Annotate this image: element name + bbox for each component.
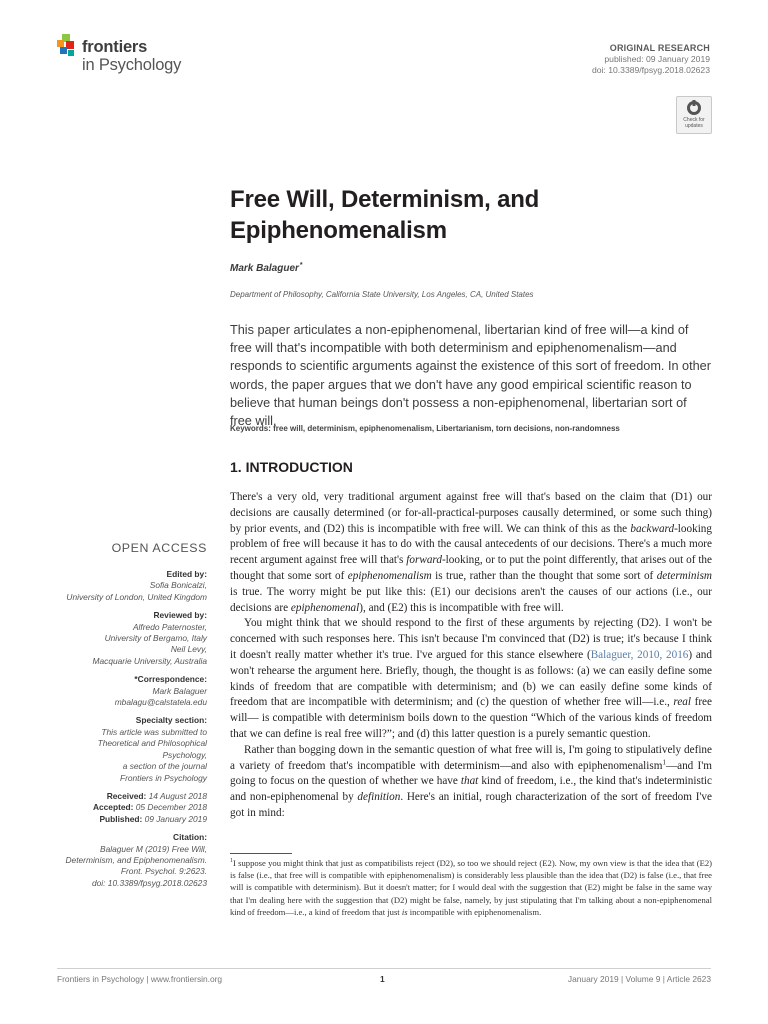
doi-link[interactable]: doi: 10.3389/fpsyg.2018.02623 xyxy=(591,65,710,75)
correspondence-email[interactable]: mbalagu@calstatela.edu xyxy=(114,697,207,708)
paragraph-1: There's a very old, very traditional argument against free will that's based on the claim that (D1) our decisions are causally determined (or for-all-practical-purposes causally determined, or some such thing) by prior events, and (D2) this is incompatible with free will. We can think of this as the backward-looking problem of free will because it has to do with the causal antecedents of our decisions. There's a much more recent argument against free will that's forward-looking, or to put the point differently, that arises out of the thought that some sort of epiphenomenalism is true, rather than the thought that some sort of determinism is true. The worry might be put like this: (E1) our decisions aren't the causes of our actions (i.e., our decisions are epiphenomenal), and (E2) this is incompatible with free will. xyxy=(230,491,712,614)
badge-label: Check for updates xyxy=(683,117,705,129)
article-dates: Received: 14 August 2018 Accepted: 05 December 2018 Published: 09 January 2019 xyxy=(92,790,207,824)
citation-link[interactable]: Balaguer, 2010, 2016 xyxy=(590,648,689,661)
specialty-section: Specialty section: This article was submitted to Theoretical and Philosophical Psychology, a section of the journal Frontiers in Psychology xyxy=(97,715,207,783)
body-text xyxy=(230,490,712,822)
article-meta-header xyxy=(592,43,710,76)
article-type: ORIGINAL RESEARCH xyxy=(609,43,710,53)
footer-issue-info: January 2019 | Volume 9 | Article 2623 xyxy=(567,974,711,984)
logo-wordmark-top: frontiers xyxy=(82,38,148,56)
keywords: Keywords: free will, determinism, epiphenomenalism, Libertarianism, torn decisions, non-randomness xyxy=(230,424,620,433)
citation-doi[interactable]: doi: 10.3389/fpsyg.2018.02623 xyxy=(91,877,207,888)
correspondence: *Correspondence: Mark Balaguer mbalagu@calstatela.edu xyxy=(37,674,207,708)
page-number: 1 xyxy=(380,974,385,984)
footnote-1: $^1$I suppose you might think that just as compatibilists reject (D2), so too we should reject (E2). Now, my own view is that the idea that (E2) is false (i.e., that free will is compatible with epiphenomenalism) is considerably less plausible than the idea that (D2) is false (i.e., that free will is compatible with determinism). But it doesn't matter; for I would deal with the suggestion that (E2) might be false in the same way that I'm dealing here with the suggestion that (D2) might be false, namely, by just stipulating that I'm talking about a non-epiphenomenal kind of freedom—i.e., a kind of freedom that just is incompatible with epiphenomenalism. xyxy=(230,858,712,917)
article-title: Free Will, Determinism, and Epiphenomenalism xyxy=(230,186,540,244)
logo-wordmark-bottom: in Psychology xyxy=(82,56,182,74)
paragraph-3: Rather than bogging down in the semantic question of what free will is, I'm going to stipulatively define a variety of freedom that's incompatible with determinism—and also with epiphenomenalism$^1$—and I'm going to focus on the question of whether we have that kind of freedom, i.e., the kind that's indeterministic and non-epiphenomenal by definition. Here's an initial, rough characterization of the sort of freedom I've got in mind: xyxy=(230,743,712,819)
frontiers-logo-icon xyxy=(57,34,81,60)
check-for-updates-icon xyxy=(686,100,702,116)
edited-by: Edited by: Sofia Bonicalzi, University of London, United Kingdom xyxy=(66,569,207,602)
citation: Citation: Balaguer M (2019) Free Will, Determinism, and Epiphenomenalism. Front. Psychol. 9:2623. doi: 10.3389/fpsyg.2018.02623 xyxy=(37,832,207,889)
author-name[interactable]: Mark Balaguer* xyxy=(230,262,303,274)
footnote-divider xyxy=(230,853,292,854)
paragraph-2: You might think that we should respond to the first of these arguments by rejecting (D2). I won't be concerned with such responses here. This isn't because I'm convinced that (D2) is true; it's because I think it doesn't really matter whether it's true. I've argued for this stance elsewhere (Balaguer, 2010, 2016) and won't rehearse the argument here. Briefly, though, the thought is as follows: (a) we can easily define some kinds of freedom that are compatible with determinism; and (b) we can easily define some kinds of freedom that are incompatible with determinism; and (c) the question of whether free will—i.e., real free will— is compatible with determinism boils down to the question “Which of the various kinds of freedom that we can define is real free will?”; and (d) this latter question is a purely semantic question. xyxy=(230,617,712,740)
published-date: published: 09 January 2019 xyxy=(604,54,710,64)
reviewed-by: Reviewed by: Alfredo Paternoster, University of Bergamo, Italy Neil Levy, Macquarie University, Australia xyxy=(92,610,207,666)
open-access-label: OPEN ACCESS xyxy=(111,541,207,555)
footer-divider xyxy=(57,968,711,969)
abstract: This paper articulates a non-epiphenomenal, libertarian kind of free will—a kind of free will that's incompatible with both determinism and epiphenomenalism—and responds to scientific arguments against the existence of this sort of freedom. In other words, the paper argues that we don't have any good empirical scientific reason to believe that human beings don't possess a non-epiphenomenal, libertarian sort of free will. xyxy=(230,323,711,429)
section-heading: 1. INTRODUCTION xyxy=(230,459,353,475)
article-info-sidebar xyxy=(37,541,207,896)
check-for-updates-badge[interactable] xyxy=(676,96,712,134)
author-affiliation: Department of Philosophy, California State University, Los Angeles, CA, United States xyxy=(230,290,534,299)
journal-logo[interactable] xyxy=(57,34,207,80)
footer-journal-link[interactable]: Frontiers in Psychology | www.frontiersin.org xyxy=(57,974,223,984)
correspondence-mark: * xyxy=(299,262,303,269)
